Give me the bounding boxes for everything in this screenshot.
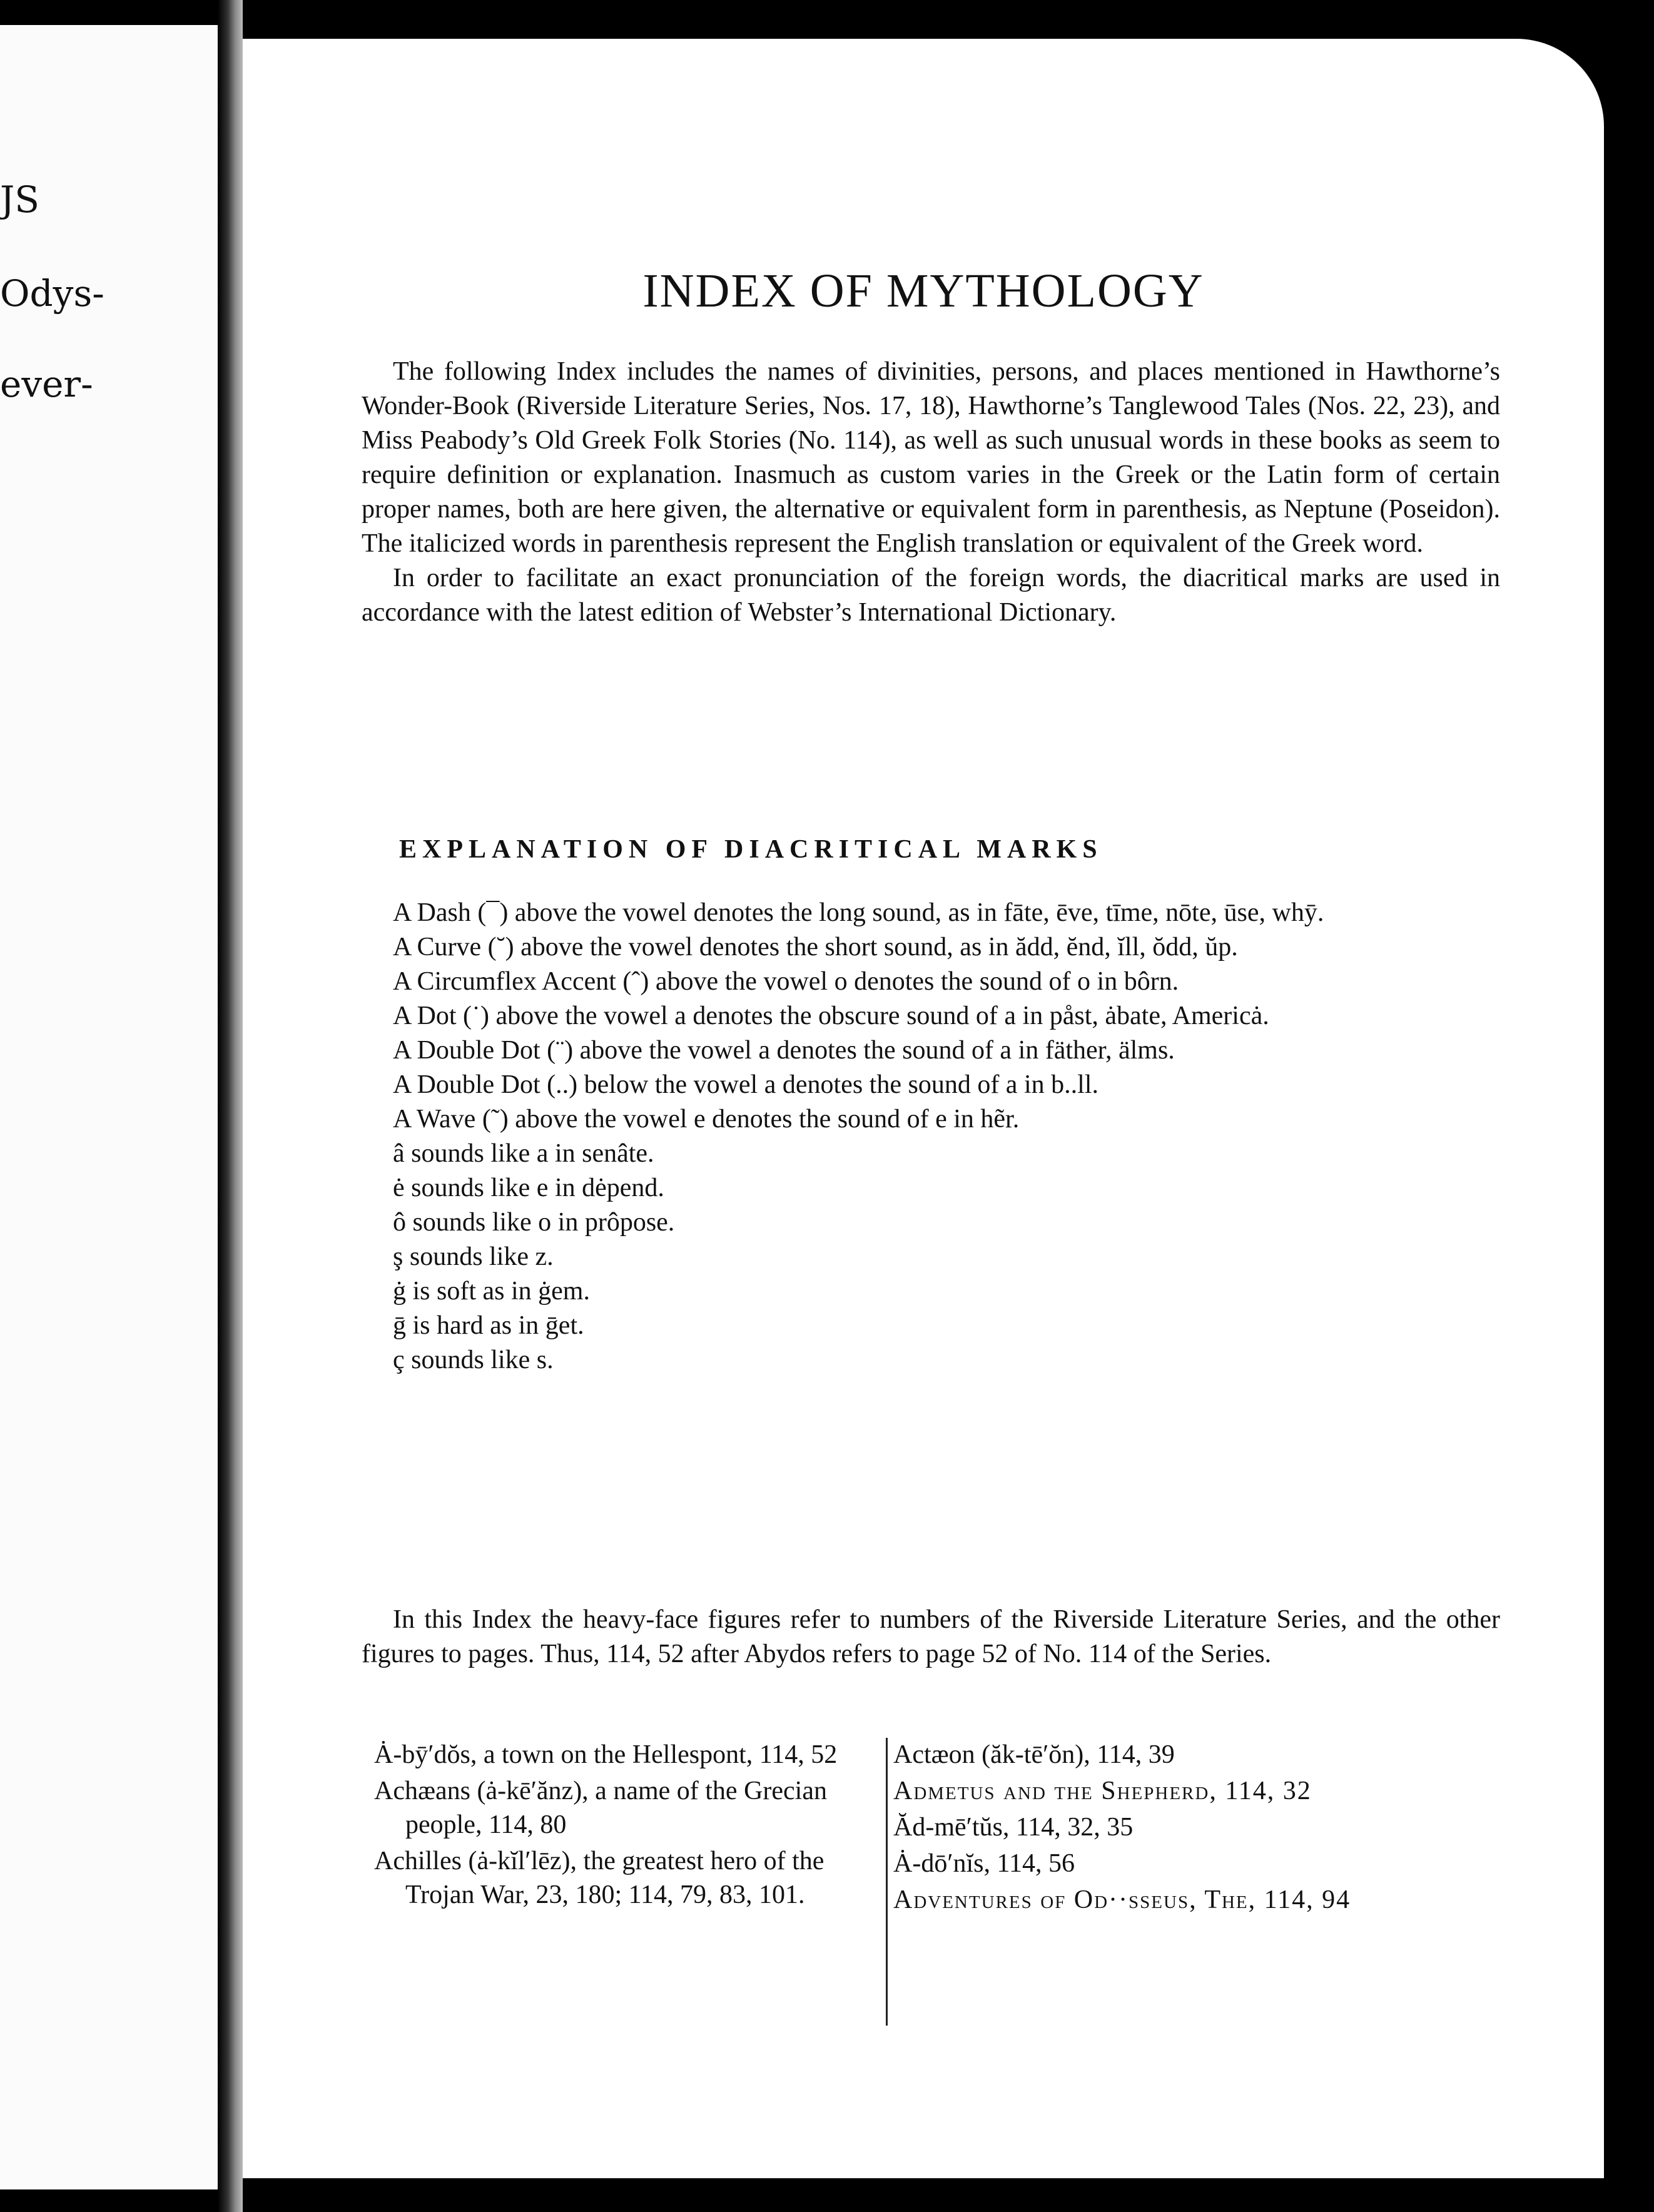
intro-paragraph: The following Index includes the names of divinities, persons, and places mentioned in Hawthorne’s Wonder-Book (Riverside Literature Series, Nos. 17, 18), Hawthorne’s Tanglewood Tales (Nos. 22, 23), and Miss Peabody’s Old Greek Folk Stories (No. 114), as well as such unusual words in these books as seem to require definition or explanation. Inasmuch as custom varies in the Greek or the Latin form of certain proper names, both are here given, the alternative or equivalent form in parenthesis, as Neptune (Poseidon). The italicized words in parenthesis represent the English translation or equivalent of the Greek word. [362, 357, 1500, 558]
index-entry: Achilles (ȧ-kĭl′lēz), the greatest hero of the Trojan War, 23, 180; 114, 79, 83, 101. [374, 1847, 824, 1909]
index-entry: Ȧ-bȳ′dŏs, a town on the Hellespont, 114, 52 [374, 1740, 838, 1769]
index-column-right [893, 1738, 1463, 1919]
index-column-left [374, 1738, 862, 1914]
column-divider [886, 1738, 888, 2026]
index-entry: Ȧ-dō′nĭs, 114, 56 [893, 1849, 1075, 1878]
intro-paragraph: In order to facilitate an exact pronunciation of the foreign words, the diacritical marks are used in accordance with the latest edition of Webster’s International Dictionary. [362, 564, 1500, 627]
section-heading: EXPLANATION OF DIACRITICAL MARKS [399, 835, 1103, 864]
index-entry: Achæans (ȧ-kē′ănz), a name of the Grecian people, 114, 80 [374, 1777, 827, 1839]
intro-text [362, 355, 1500, 630]
index-entry: Actæon (ăk-tē′ŏn), 114, 39 [893, 1740, 1175, 1769]
mark-symbol: ş sounds like z. [393, 1242, 554, 1271]
mark-symbol: â sounds like a in senâte. [393, 1139, 654, 1168]
mark-symbol: ġ is soft as in ġem. [393, 1277, 590, 1306]
page-title: INDEX OF MYTHOLOGY [642, 265, 1204, 317]
left-page-fragment: JS [0, 178, 39, 221]
left-page-fragment: Odys- [0, 272, 104, 315]
mark-row: A Dash (¯) above the vowel denotes the long sound, as in fāte, ēve, tīme, nōte, ūse, whȳ. [393, 898, 1324, 927]
mark-symbol: ė sounds like e in dėpend. [393, 1174, 664, 1202]
left-page-edge [0, 25, 218, 2189]
mark-row: A Wave (˜) above the vowel e denotes the sound of e in hẽr. [393, 1105, 1020, 1134]
mark-row: A Dot (˙) above the vowel a denotes the obscure sound of a in påst, ȧbate, Americȧ. [393, 1002, 1269, 1030]
mark-symbol: ç sounds like s. [393, 1346, 554, 1374]
index-entry: Ăd-mē′tŭs, 114, 32, 35 [893, 1813, 1134, 1842]
book-page [243, 39, 1604, 2178]
diacritical-marks-list [362, 896, 1500, 1377]
mark-symbol: ḡ is hard as in ḡet. [393, 1311, 584, 1340]
book-gutter [218, 0, 243, 2212]
left-page-fragment: ever- [0, 363, 93, 405]
mark-row: A Double Dot (..) below the vowel a denotes the sound of a in b..ll. [393, 1070, 1098, 1099]
index-entry: Admetus and the Shepherd, 114, 32 [893, 1777, 1312, 1805]
mark-row: A Curve (˘) above the vowel denotes the short sound, as in ădd, ĕnd, ĭll, ŏdd, ŭp. [393, 933, 1238, 961]
index-note-text: In this Index the heavy-face figures refer to numbers of the Riverside Literature Series, and the other figures to pages. Thus, 114, 52 after Abydos refers to page 52 of No. 114 of the Series. [362, 1605, 1500, 1668]
mark-row: A Double Dot (¨) above the vowel a denotes the sound of a in fäther, älms. [393, 1036, 1175, 1065]
index-entry: Adventures of Od··sseus, The, 114, 94 [893, 1885, 1351, 1914]
index-note [362, 1603, 1500, 1672]
mark-row: A Circumflex Accent (ˆ) above the vowel o denotes the sound of o in bôrn. [393, 967, 1179, 996]
mark-symbol: ô sounds like o in prôpose. [393, 1208, 675, 1237]
